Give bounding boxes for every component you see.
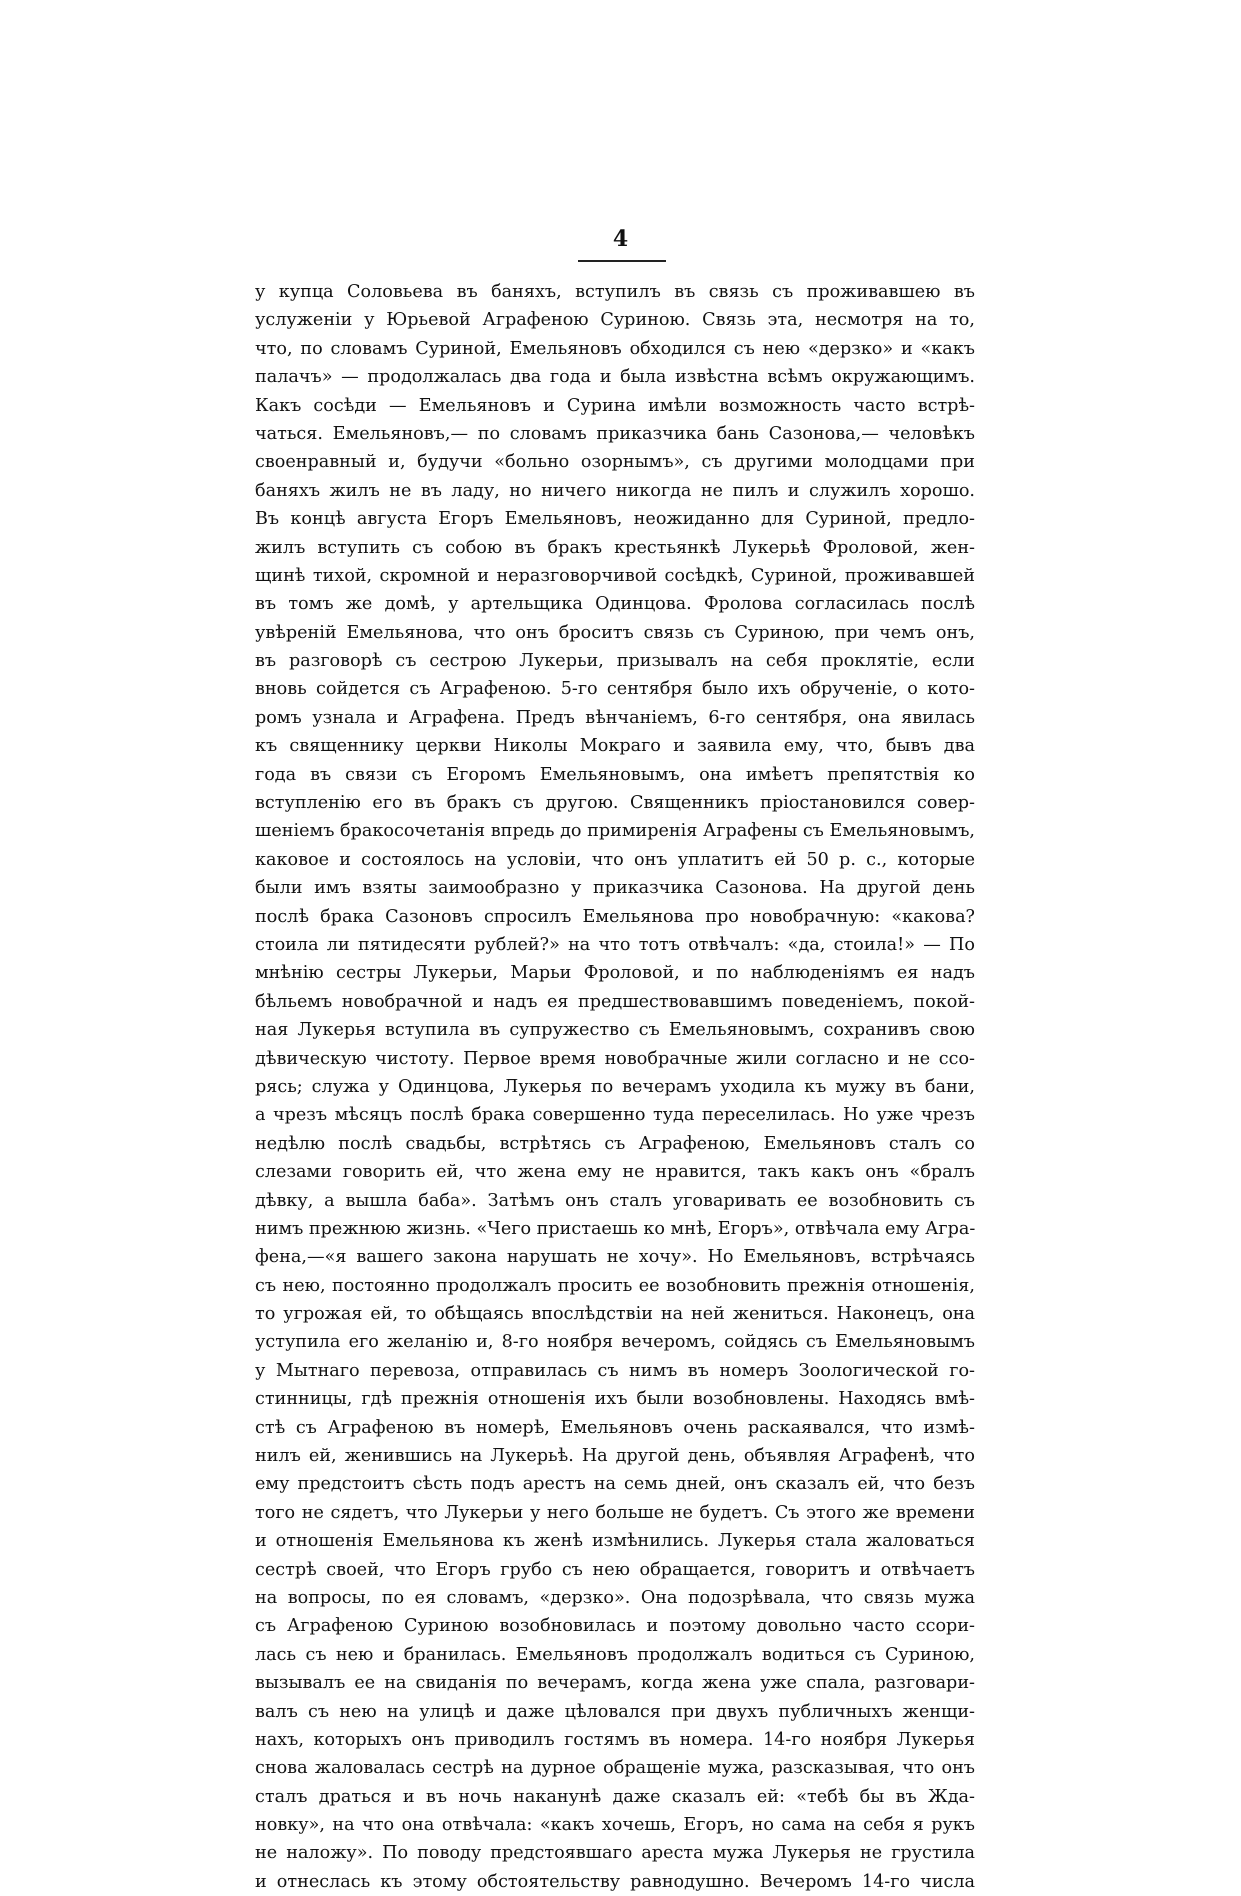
text-line: послѣ брака Сазоновъ спросилъ Емельянова про новобрачную: «какова?	[255, 906, 975, 927]
text-line: дѣвическую чистоту. Первое время новобрачные жили согласно и не ссо-	[255, 1048, 975, 1069]
text-line: Въ концѣ августа Егоръ Емельяновъ, неожиданно для Суриной, предло-	[255, 509, 975, 530]
text-line: на вопросы, по ея словамъ, «дерзко». Она подозрѣвала, что связь мужа	[255, 1587, 975, 1608]
text-line: щинѣ тихой, скромной и неразговорчивой сосѣдкѣ, Суриной, проживавшей	[255, 565, 975, 586]
text-line: услуженіи у Юрьевой Аграфеною Суриною. Связь эта, несмотря на то,	[255, 310, 975, 331]
text-line: валъ съ нею на улицѣ и даже цѣловался при двухъ публичныхъ женщи-	[255, 1701, 975, 1722]
text-line: у Мытнаго перевоза, отправилась съ нимъ въ номеръ Зоологической го-	[255, 1360, 975, 1381]
text-line: бѣльемъ новобрачной и надъ ея предшествовавшимъ поведеніемъ, покой-	[255, 991, 975, 1012]
text-line: новку», на что она отвѣчала: «какъ хочешь, Егоръ, но сама на себя я рукъ	[255, 1815, 975, 1836]
text-line: и отнеслась къ этому обстоятельству равнодушно. Вечеромъ 14-го числа	[255, 1871, 975, 1892]
text-line: вновь сойдется съ Аграфеною. 5-го сентября было ихъ обрученіе, о кото-	[255, 679, 975, 700]
text-line: ная Лукерья вступила въ супружество съ Емельяновымъ, сохранивъ свою	[255, 1020, 975, 1041]
text-line: сестрѣ своей, что Егоръ грубо съ нею обращается, говоритъ и отвѣчаетъ	[255, 1559, 975, 1580]
text-line: палачъ» — продолжалась два года и была извѣстна всѣмъ окружающимъ.	[255, 367, 975, 388]
body-text	[255, 278, 975, 1896]
text-line: съ Аграфеною Суриною возобновилась и поэтому довольно часто ссори-	[255, 1616, 975, 1637]
text-line: баняхъ жилъ не въ ладу, но ничего никогда не пилъ и служилъ хорошо.	[255, 480, 975, 501]
text-line: фена,—«я вашего закона нарушать не хочу». Но Емельяновъ, встрѣчаясь	[255, 1247, 975, 1268]
text-line: то угрожая ей, то обѣщаясь впослѣдствіи на ней жениться. Наконецъ, она	[255, 1304, 975, 1325]
text-line: и отношенія Емельянова къ женѣ измѣнились. Лукерья стала жаловаться	[255, 1531, 975, 1552]
text-line: въ томъ же домѣ, у артельщика Одинцова. Фролова согласилась послѣ	[255, 594, 975, 615]
text-line: вступленію его въ бракъ съ другою. Священникъ пріостановился совер-	[255, 793, 975, 814]
text-line: сталъ драться и въ ночь наканунѣ даже сказалъ ей: «тебѣ бы въ Жда-	[255, 1786, 975, 1807]
text-line: мнѣнію сестры Лукерьи, Марьи Фроловой, и по наблюденіямъ ея надъ	[255, 963, 975, 984]
text-line: недѣлю послѣ свадьбы, встрѣтясь съ Аграфеною, Емельяновъ сталъ со	[255, 1133, 975, 1154]
text-line: стоила ли пятидесяти рублей?» на что тотъ отвѣчалъ: «да, стоила!» — По	[255, 934, 975, 955]
text-line: вызывалъ ее на свиданія по вечерамъ, когда жена уже спала, разговари-	[255, 1673, 975, 1694]
text-line: снова жаловалась сестрѣ на дурное обращеніе мужа, разсказывая, что онъ	[255, 1758, 975, 1779]
text-line: были имъ взяты заимообразно у приказчика Сазонова. На другой день	[255, 878, 975, 899]
text-line: къ священнику церкви Николы Мокраго и заявила ему, что, бывъ два	[255, 736, 975, 757]
text-line: стѣ съ Аграфеною въ номерѣ, Емельяновъ очень раскаявался, что измѣ-	[255, 1417, 975, 1438]
text-line: Какъ сосѣди — Емельяновъ и Сурина имѣли возможность часто встрѣ-	[255, 395, 975, 416]
text-line: жилъ вступить съ собою въ бракъ крестьянкѣ Лукерьѣ Фроловой, жен-	[255, 537, 975, 558]
text-line: нилъ ей, женившись на Лукерьѣ. На другой день, объявляя Аграфенѣ, что	[255, 1446, 975, 1467]
text-line: ему предстоитъ сѣсть подъ арестъ на семь дней, онъ сказалъ ей, что безъ	[255, 1474, 975, 1495]
text-line: уступила его желанію и, 8-го ноября вечеромъ, сойдясь съ Емельяновымъ	[255, 1332, 975, 1353]
text-line: своенравный и, будучи «больно озорнымъ», съ другими молодцами при	[255, 452, 975, 473]
text-line: не наложу». По поводу предстоявшаго ареста мужа Лукерья не грустила	[255, 1843, 975, 1864]
text-line: рясь; служа у Одинцова, Лукерья по вечерамъ уходила къ мужу въ бани,	[255, 1076, 975, 1097]
text-line: слезами говорить ей, что жена ему не нравится, такъ какъ онъ «бралъ	[255, 1162, 975, 1183]
text-line: ромъ узнала и Аграфена. Предъ вѣнчаніемъ, 6-го сентября, она явилась	[255, 707, 975, 728]
text-line: въ разговорѣ съ сестрою Лукерьи, призывалъ на себя проклятіе, если	[255, 651, 975, 672]
text-line: нимъ прежнюю жизнь. «Чего пристаешь ко мнѣ, Егоръ», отвѣчала ему Агра-	[255, 1218, 975, 1239]
page-number-rule	[578, 260, 666, 262]
text-line: у купца Соловьева въ баняхъ, вступилъ въ связь съ проживавшею въ	[255, 282, 975, 302]
text-line: увѣреній Емельянова, что онъ броситъ связь съ Суриною, при чемъ онъ,	[255, 622, 975, 643]
text-line: стинницы, гдѣ прежнія отношенія ихъ были возобновлены. Находясь вмѣ-	[255, 1389, 975, 1410]
text-line: нахъ, которыхъ онъ приводилъ гостямъ въ номера. 14-го ноября Лукерья	[255, 1729, 975, 1750]
text-line: каковое и состоялось на условіи, что онъ уплатитъ ей 50 р. с., которые	[255, 849, 975, 870]
text-line: что, по словамъ Суриной, Емельяновъ обходился съ нею «дерзко» и «какъ	[255, 338, 975, 359]
text-line: того не сядетъ, что Лукерьи у него больше не будетъ. Съ этого же времени	[255, 1502, 975, 1523]
text-line: года въ связи съ Егоромъ Емельяновымъ, она имѣетъ препятствія ко	[255, 764, 975, 785]
text-line: чаться. Емельяновъ,— по словамъ приказчика бань Сазонова,— человѣкъ	[255, 423, 975, 444]
text-line: а чрезъ мѣсяцъ послѣ брака совершенно туда переселилась. Но уже чрезъ	[255, 1105, 975, 1126]
text-line: лась съ нею и бранилась. Емельяновъ продолжалъ водиться съ Суриною,	[255, 1644, 975, 1665]
text-line: съ нею, постоянно продолжалъ просить ее возобновить прежнія отношенія,	[255, 1275, 975, 1296]
text-line: дѣвку, а вышла баба». Затѣмъ онъ сталъ уговаривать ее возобновить съ	[255, 1190, 975, 1211]
text-line: шеніемъ бракосочетанія впредь до примиренія Аграфены съ Емельяновымъ,	[255, 821, 975, 842]
page-number: 4	[612, 226, 629, 252]
